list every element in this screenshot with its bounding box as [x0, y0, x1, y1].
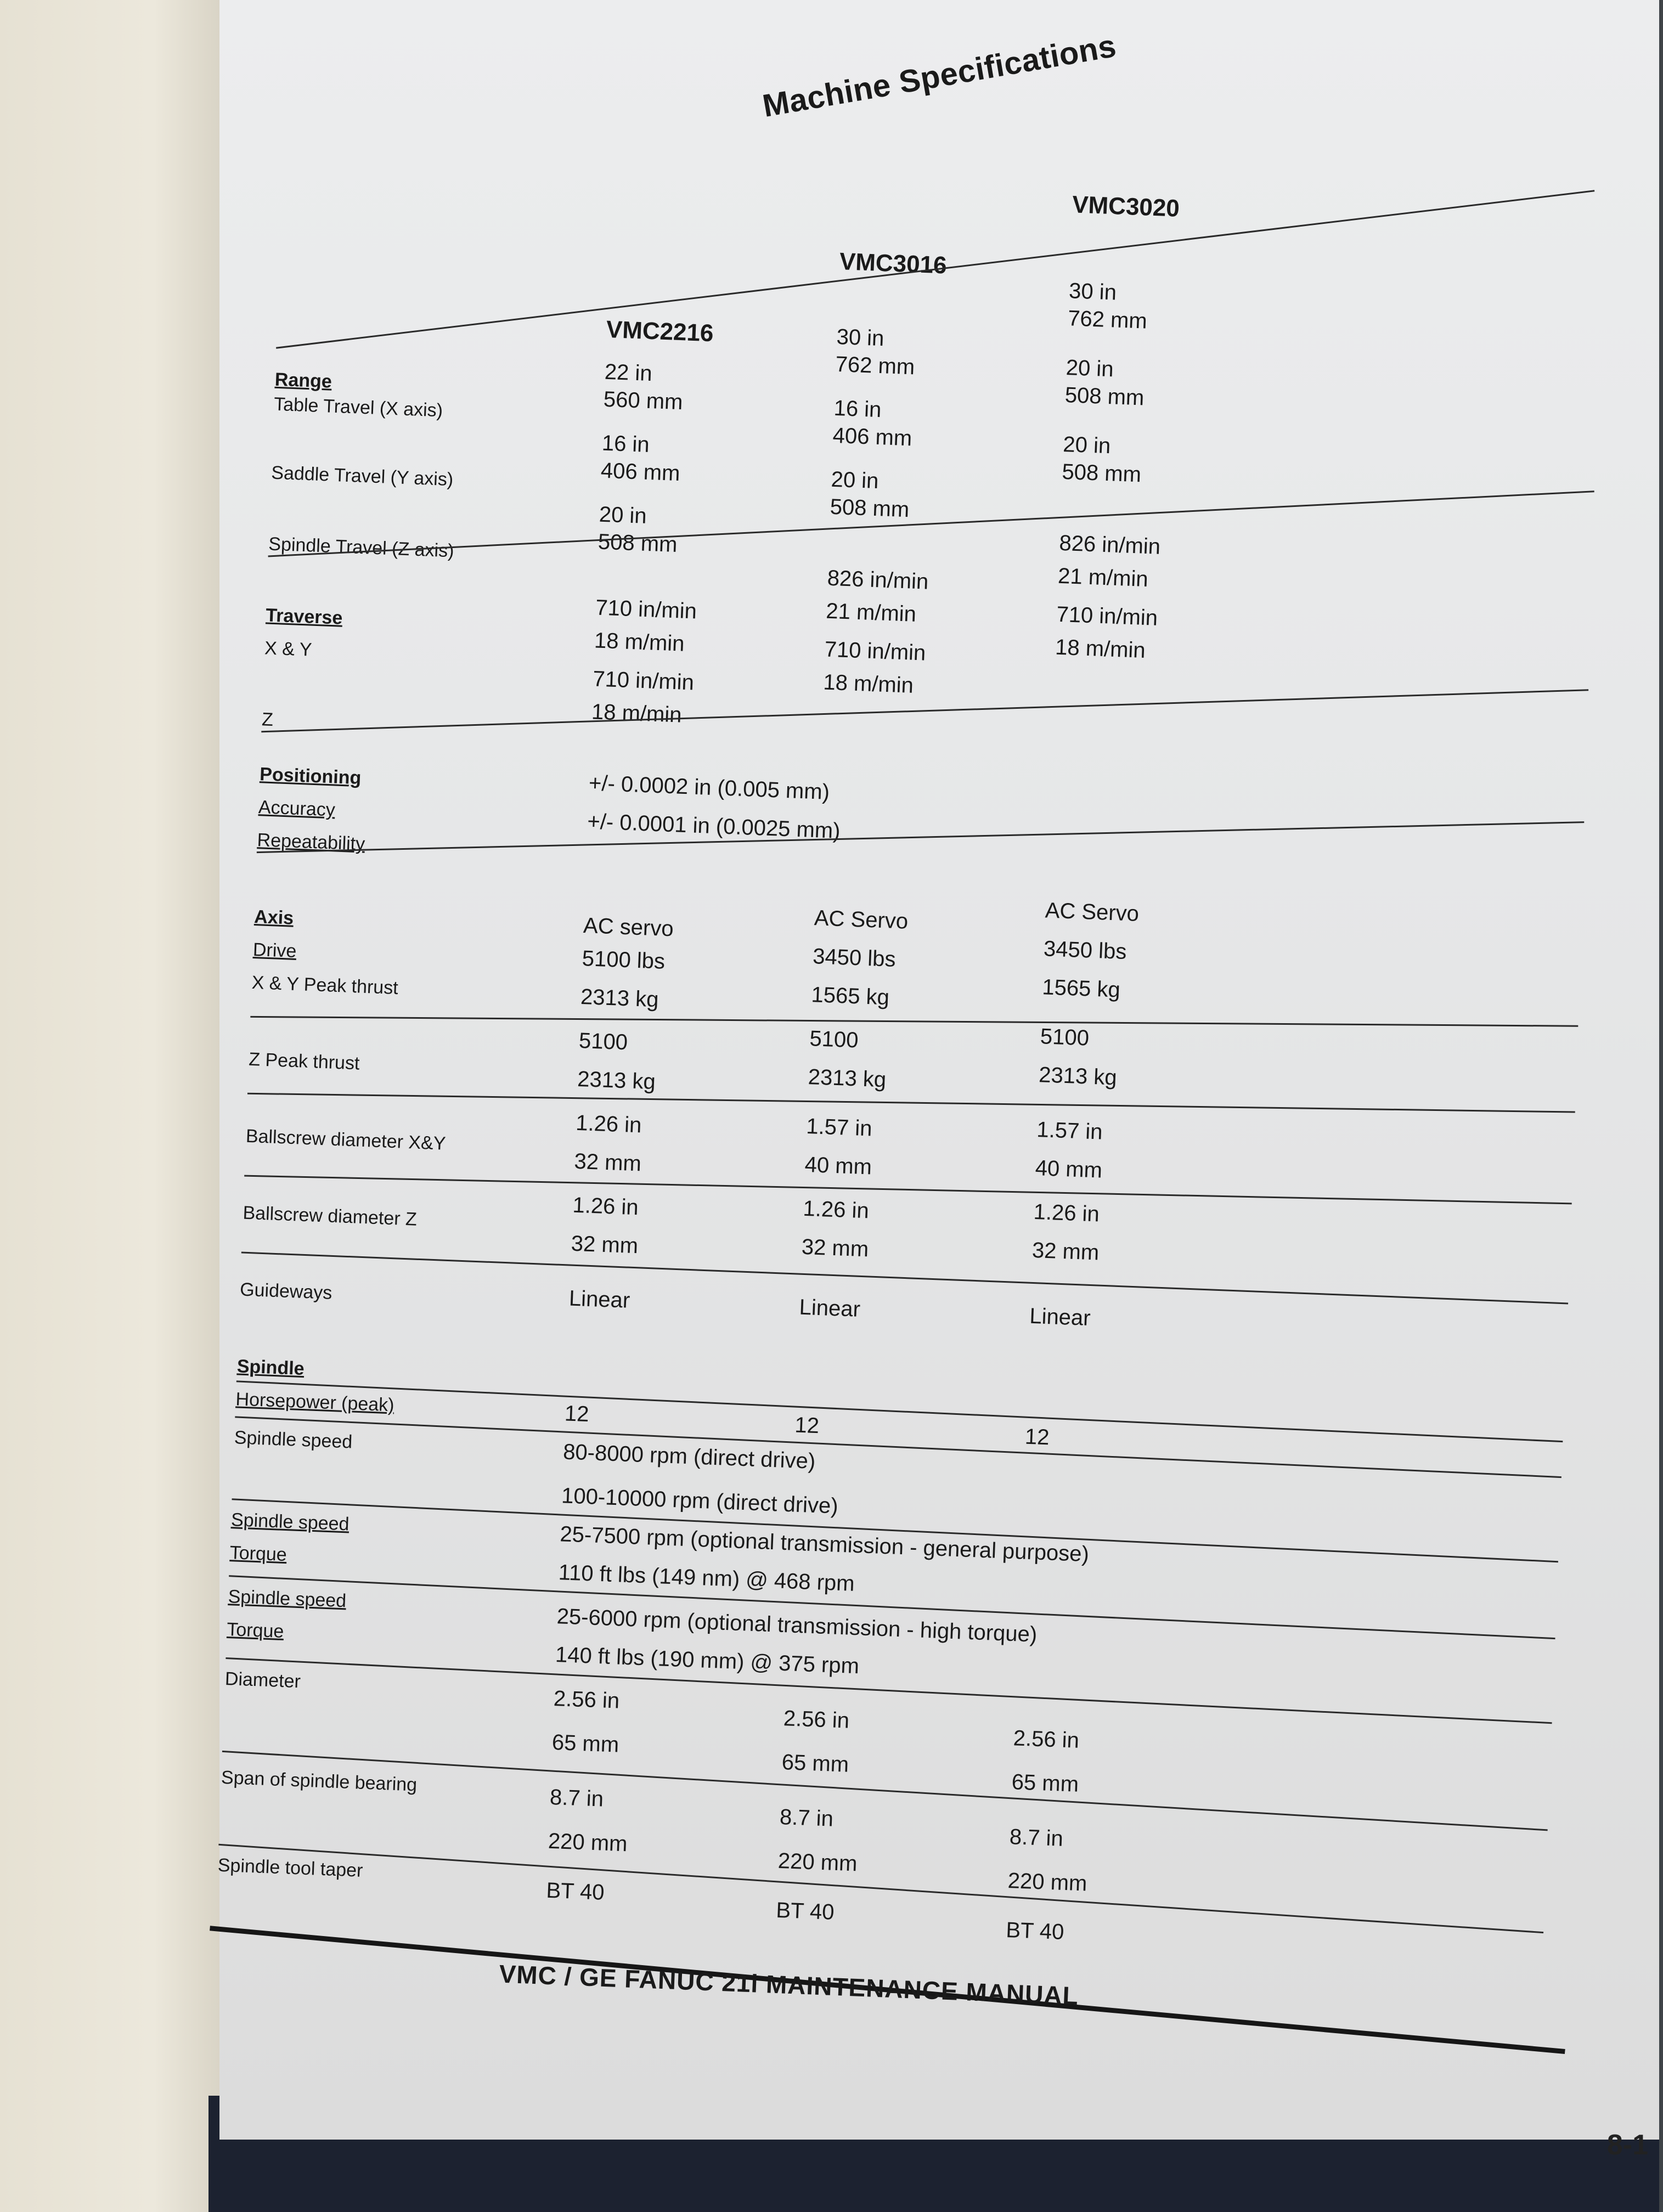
repeatability-value: +/- 0.0001 in (0.0025 mm): [587, 809, 841, 843]
row-label-diameter: Diameter: [224, 1668, 301, 1692]
spec-sheet: [142, 0, 1662, 2187]
row-label-saddle-travel: Saddle Travel (Y axis): [270, 462, 454, 490]
cell: 30 in: [836, 324, 885, 351]
model-header-vmc2216: VMC2216: [605, 315, 714, 347]
row-label-bearing-span: Span of spindle bearing: [221, 1767, 418, 1796]
row-rule: [250, 1016, 1578, 1027]
cell: 1.26 in: [802, 1196, 870, 1223]
row-rule: [244, 1175, 1572, 1205]
row-label-tool-taper: Spindle tool taper: [217, 1854, 364, 1881]
cell: 32 mm: [573, 1149, 642, 1176]
row-label-spindle-speed-2: Spindle speed: [230, 1509, 350, 1535]
cell: 16 in: [601, 431, 650, 458]
cell: 65 mm: [781, 1750, 849, 1777]
cell: 20 in: [1062, 432, 1112, 459]
cell: 32 mm: [1031, 1238, 1100, 1265]
cell: 12: [564, 1401, 590, 1427]
cell: 710 in/min: [824, 637, 927, 665]
accuracy-value: +/- 0.0002 in (0.005 mm): [588, 771, 830, 805]
cell: BT 40: [545, 1878, 605, 1905]
row-label-torque-2: Torque: [226, 1619, 285, 1643]
cell: 710 in/min: [595, 595, 697, 624]
cell: 65 mm: [551, 1730, 619, 1757]
cell: 1.57 in: [805, 1114, 873, 1141]
section-range: Range: [274, 369, 332, 392]
row-rule: [241, 1252, 1568, 1305]
cell: 1565 kg: [1041, 975, 1121, 1002]
cell: Linear: [1029, 1304, 1091, 1331]
page-number: 8-1: [1606, 2129, 1648, 2161]
cell: 710 in/min: [592, 667, 695, 695]
spindle-speed-line: 80-8000 rpm (direct drive): [562, 1440, 816, 1474]
cell: 762 mm: [835, 352, 916, 380]
cell: 2.56 in: [1013, 1726, 1080, 1753]
row-label-repeatability: Repeatability: [257, 830, 365, 855]
row-label-z-peak-thrust: Z Peak thrust: [248, 1048, 360, 1074]
row-label-horsepower: Horsepower (peak): [235, 1389, 395, 1416]
row-rule: [218, 1844, 1543, 1933]
cell: 406 mm: [600, 458, 681, 486]
cell: 1.26 in: [575, 1110, 642, 1138]
cell: 406 mm: [832, 423, 913, 451]
cell: AC Servo: [1045, 898, 1140, 926]
section-rule: [261, 689, 1588, 732]
torque-general: 110 ft lbs (149 nm) @ 468 rpm: [558, 1560, 855, 1596]
cell: 32 mm: [801, 1234, 869, 1262]
cell: 12: [1024, 1424, 1050, 1450]
cell: 8.7 in: [779, 1804, 834, 1831]
cell: 18 m/min: [1055, 635, 1146, 663]
cell: 5100: [809, 1026, 859, 1053]
row-label-spindle-travel: Spindle Travel (Z axis): [268, 533, 455, 562]
spindle-speed-line: 100-10000 rpm (direct drive): [561, 1483, 839, 1519]
row-label-ballscrew-z: Ballscrew diameter Z: [242, 1202, 418, 1230]
cell: 40 mm: [1034, 1155, 1103, 1183]
cell: 710 in/min: [1056, 602, 1158, 630]
row-rule: [226, 1657, 1552, 1724]
row-label-xy-peak-thrust: X & Y Peak thrust: [251, 972, 399, 999]
cell: 508 mm: [829, 494, 910, 522]
cell: 508 mm: [1061, 459, 1142, 487]
torque-high: 140 ft lbs (190 mm) @ 375 rpm: [555, 1643, 860, 1679]
row-label-guideways: Guideways: [239, 1279, 333, 1304]
cell: AC servo: [583, 913, 674, 941]
cell: 8.7 in: [1009, 1825, 1064, 1851]
cell: 560 mm: [603, 387, 684, 415]
cell: 2313 kg: [580, 984, 659, 1012]
cell: BT 40: [1005, 1917, 1065, 1945]
row-label-table-travel: Table Travel (X axis): [273, 393, 443, 421]
cell: 20 in: [1066, 356, 1114, 382]
cell: 2.56 in: [783, 1706, 850, 1733]
model-header-vmc3016: VMC3016: [839, 248, 948, 279]
row-label-z-traverse: Z: [261, 709, 274, 731]
cell: 1.57 in: [1036, 1118, 1103, 1144]
cell: 5100: [578, 1028, 628, 1055]
section-spindle: Spindle: [236, 1356, 305, 1380]
cell: 18 m/min: [591, 699, 683, 727]
cell: 220 mm: [548, 1829, 628, 1857]
row-label-xy-traverse: X & Y: [264, 637, 313, 661]
spindle-speed-high-torque: 25-6000 rpm (optional transmission - high torque): [556, 1604, 1038, 1647]
cell: 1565 kg: [810, 983, 890, 1010]
cell: 1.26 in: [1033, 1199, 1100, 1227]
cell: 5100 lbs: [582, 946, 666, 974]
cell: 18 m/min: [594, 628, 685, 656]
row-label-torque: Torque: [229, 1542, 287, 1566]
row-label-accuracy: Accuracy: [258, 797, 336, 821]
cell: Linear: [568, 1286, 631, 1313]
cell: BT 40: [775, 1898, 835, 1925]
section-traverse: Traverse: [265, 605, 343, 629]
page-title: Machine Specifications: [760, 27, 1119, 124]
cell: 8.7 in: [549, 1785, 604, 1812]
cell: 220 mm: [777, 1848, 858, 1876]
cell: 508 mm: [1064, 383, 1145, 410]
cell: 12: [794, 1413, 820, 1438]
row-label-spindle-speed-3: Spindle speed: [228, 1586, 347, 1612]
cell: 220 mm: [1007, 1869, 1088, 1896]
cell: Linear: [798, 1295, 861, 1322]
cell: 508 mm: [597, 529, 678, 557]
cell: 21 m/min: [1057, 563, 1149, 592]
row-label-ballscrew-xy: Ballscrew diameter X&Y: [245, 1125, 447, 1154]
manual-page: [217, 0, 1659, 2161]
section-rule: [268, 490, 1594, 557]
cell: 65 mm: [1011, 1770, 1079, 1797]
cell: 762 mm: [1067, 306, 1148, 334]
footer-title: VMC / GE FANUC 21i MAINTENANCE MANUAL: [498, 1959, 1079, 2011]
cell: 826 in/min: [1058, 531, 1161, 559]
cell: 40 mm: [804, 1152, 872, 1180]
cell: 16 in: [833, 396, 882, 422]
cell: 32 mm: [571, 1231, 639, 1259]
cell: 20 in: [599, 502, 647, 528]
cell: AC Servo: [814, 906, 909, 934]
spindle-speed-general: 25-7500 rpm (optional transmission - general purpose): [559, 1522, 1090, 1567]
cell: 3450 lbs: [812, 944, 897, 972]
cell: 2313 kg: [1038, 1063, 1118, 1090]
cell: 22 in: [604, 359, 653, 386]
cell: 5100: [1040, 1024, 1090, 1051]
cell: 18 m/min: [822, 670, 914, 698]
section-axis: Axis: [253, 906, 294, 929]
section-rule: [257, 821, 1584, 853]
cell: 826 in/min: [826, 566, 929, 594]
model-header-vmc3020: VMC3020: [1072, 191, 1180, 222]
section-positioning: Positioning: [259, 764, 362, 789]
cell: 21 m/min: [825, 599, 917, 627]
row-label-drive: Drive: [252, 939, 297, 962]
row-label-spindle-speed: Spindle speed: [234, 1427, 353, 1453]
cell: 1.26 in: [572, 1193, 639, 1220]
row-rule: [236, 1380, 1563, 1442]
cell: 2313 kg: [808, 1064, 887, 1092]
row-rule: [222, 1751, 1548, 1831]
cell: 3450 lbs: [1043, 936, 1128, 964]
cell: 20 in: [830, 467, 880, 494]
row-rule: [235, 1416, 1561, 1478]
cell: 30 in: [1068, 279, 1117, 305]
row-rule: [247, 1093, 1575, 1113]
header-rule: [276, 190, 1594, 349]
cell: 2313 kg: [577, 1066, 656, 1094]
cell: 2.56 in: [553, 1686, 620, 1713]
